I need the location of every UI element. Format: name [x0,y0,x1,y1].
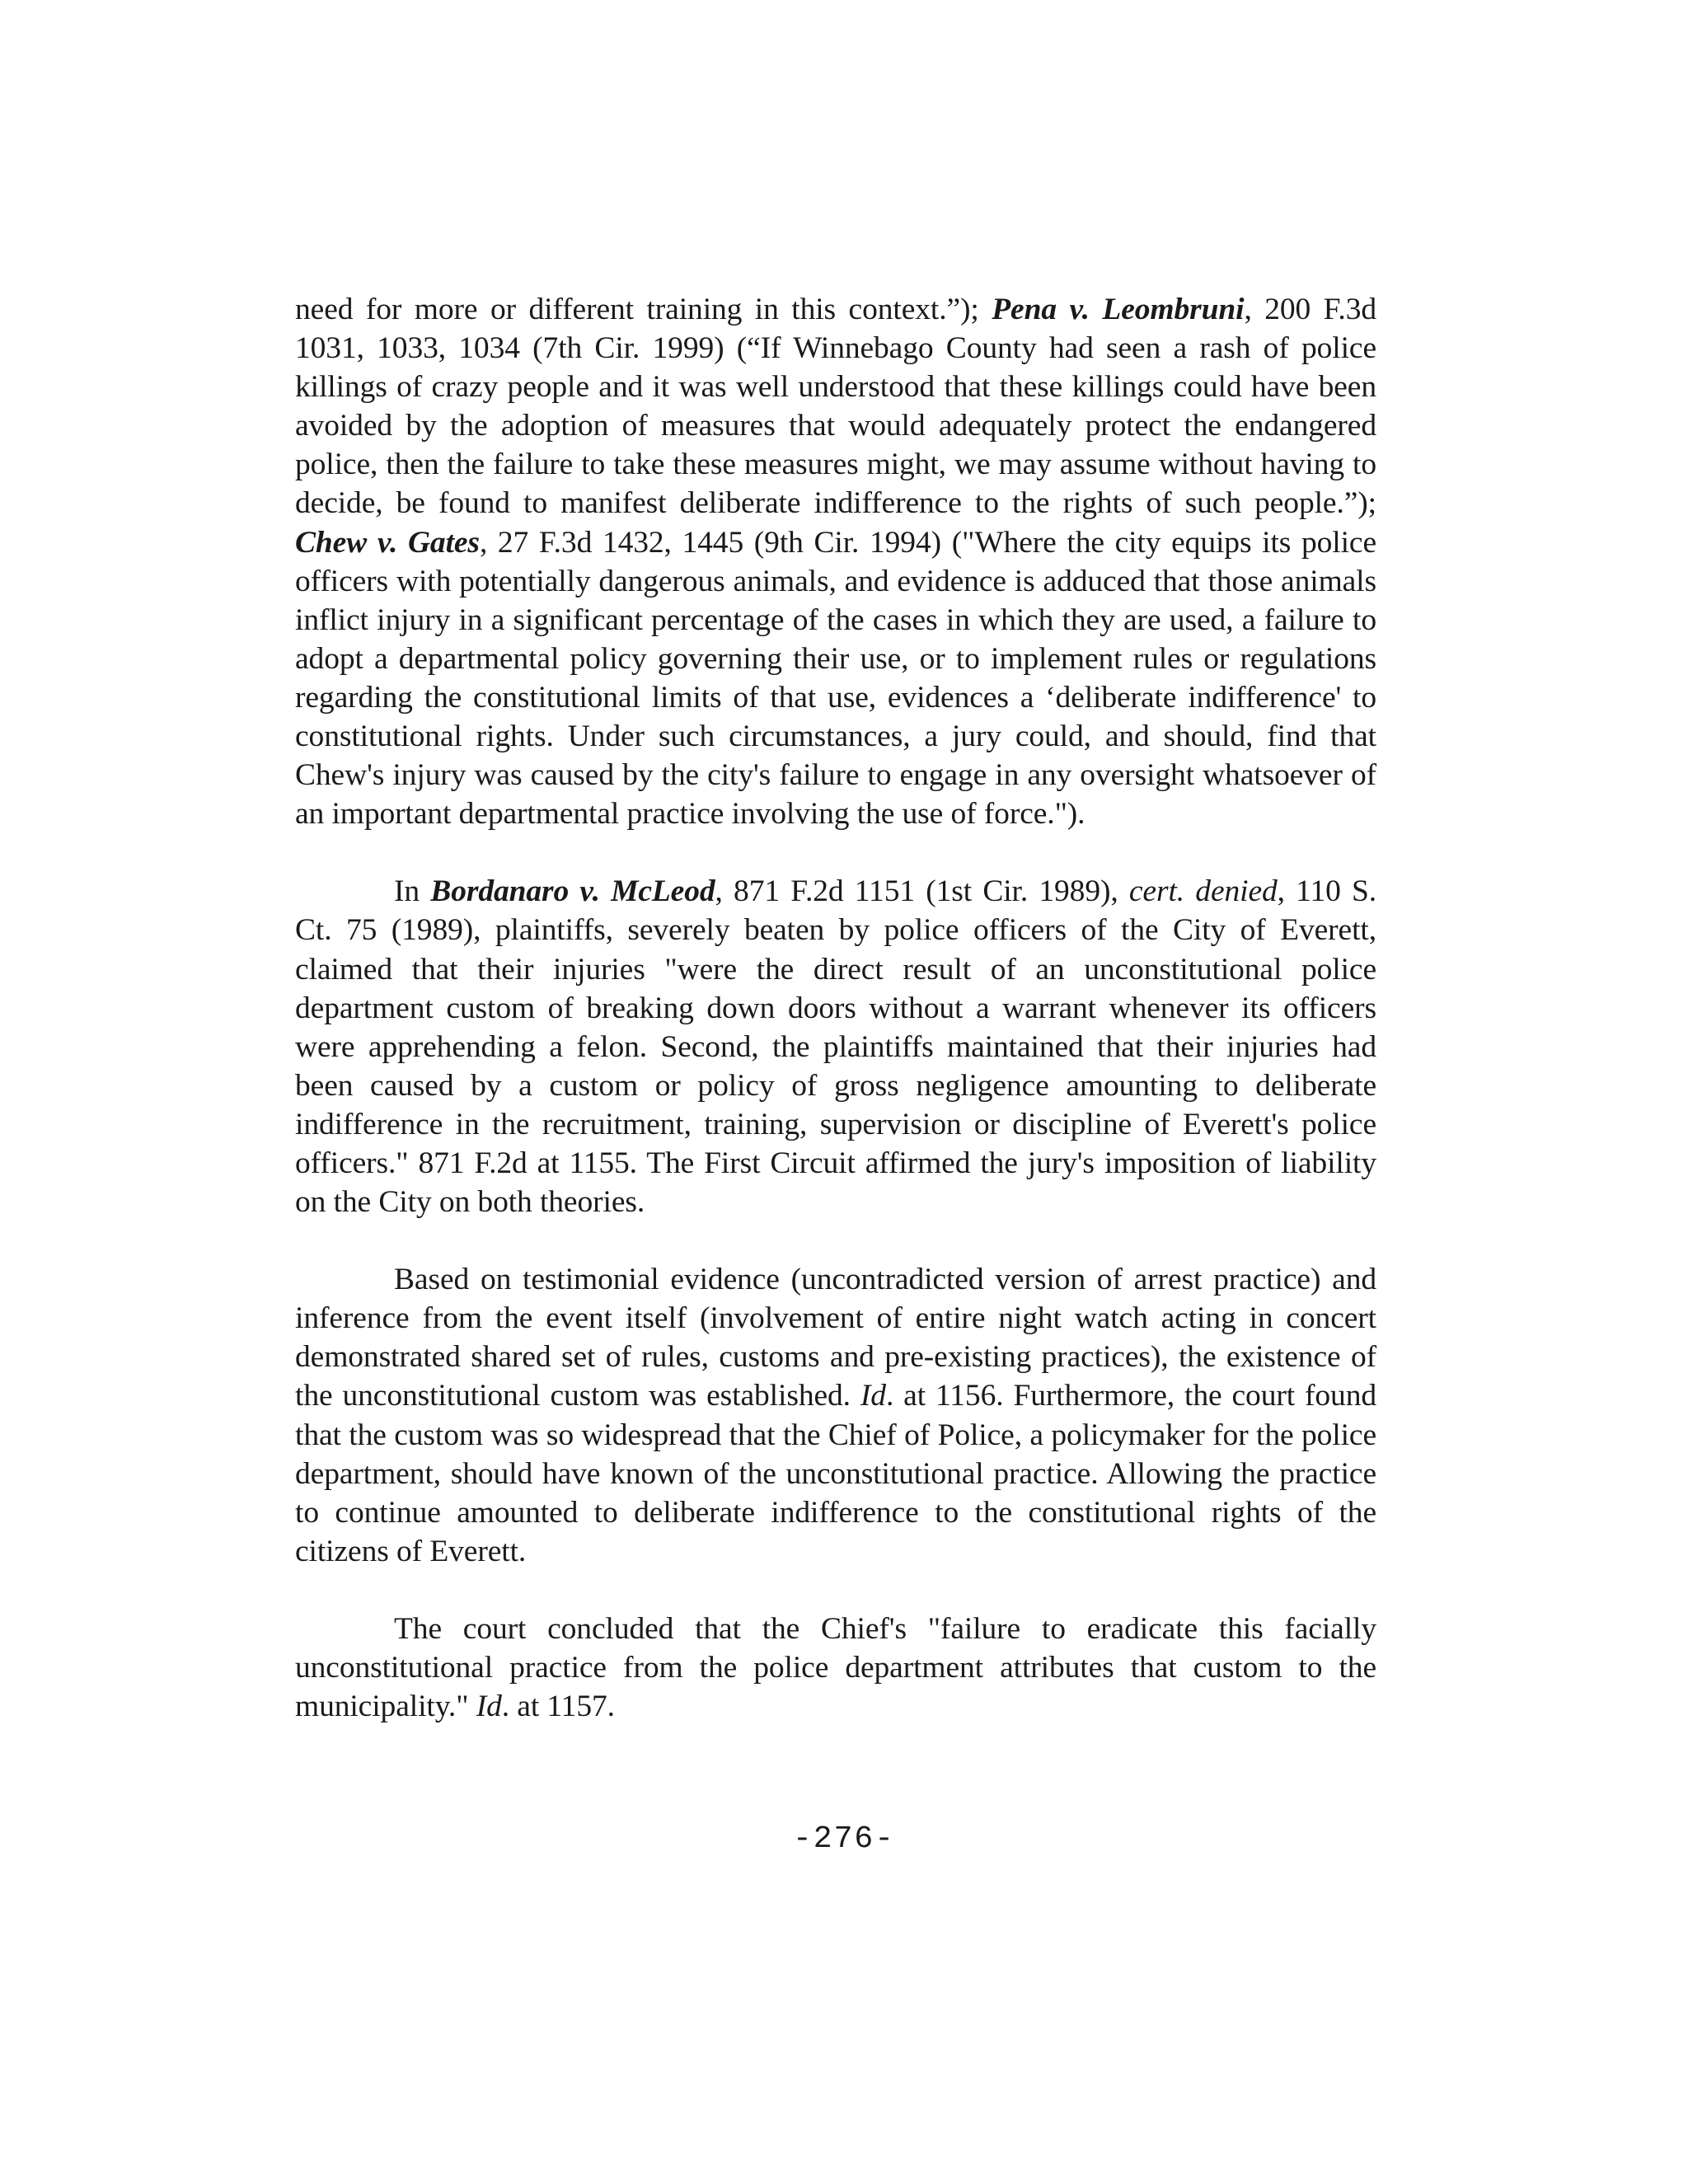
text-segment: need for more or different training in this context.”); [295,293,992,326]
text-segment: , 871 F.2d 1151 (1st Cir. 1989), [715,874,1129,909]
id-citation-italic: Id [476,1690,502,1724]
document-body [295,290,1376,1726]
cert-denied-italic: cert. denied [1128,874,1278,909]
text-segment: , 110 S. Ct. 75 (1989), plaintiffs, severely beaten by police officers of the City of Everett, claimed that their injuries "were the direct result of an unconstitutional police department custom of breaking down doors without a warrant whenever its officers were apprehending a felon. Second, the plaintiffs maintained that their injuries had been caused by a custom or policy of gross negligence amounting to deliberate indifference in the recruitment, training, supervision or discipline of Everett's police officers." 871 F.2d at 1155. The First Circuit affirmed the jury's imposition of liability on the City on both theories. [295,874,1377,1220]
page-number: -276- [792,1821,896,1857]
paragraph-bordanaro [295,872,1376,1221]
text-segment: In [394,874,431,909]
text-segment: . at 1156. Furthermore, the court found that the custom was so widespread that the Chief of Police, a policymaker for the police department, should have known of the unconstitutional practice. Allowing the practice to continue amounted to deliberate indifference to the constitutional rights of the citizens of Everett. [295,1379,1376,1568]
text-segment: , 27 F.3d 1432, 1445 (9th Cir. 1994) ("Where the city equips its police officers with potentially dangerous animals, and evidence is adduced that those animals inflict injury in a significant percentage of the cases in which they are used, a failure to adopt a departmental policy governing their use, or to implement rules or regulations regarding the constitutional limits of that use, evidences a ‘deliberate indifference' to constitutional rights. Under such circumstances, a jury could, and should, find that Chew's injury was caused by the city's failure to engage in any oversight whatsoever of an important departmental practice involving the use of force."). [295,525,1376,832]
case-name-pena-v-leombruni: Pena v. Leombruni [992,293,1245,326]
text-segment: The court concluded that the Chief's "failure to eradicate this facially unconstitutional practice from the police department attributes that custom to the municipality." [295,1611,1376,1724]
text-segment: , 200 F.3d 1031, 1033, 1034 (7th Cir. 1999) (“If Winnebago County had seen a rash of police killings of crazy people and it was well understood that these killings could have been avoided by the adoption of measures that would adequately protect the endangered police, then the failure to take these measures might, we may assume without having to decide, be found to manifest deliberate indifference to the rights of such people.”); [295,293,1377,521]
paragraph-court-concluded [295,1610,1376,1726]
paragraph-pena-chew [295,290,1376,833]
id-citation-italic: Id [860,1379,886,1413]
case-name-bordanaro-v-mcleod: Bordanaro v. McLeod [430,874,715,909]
text-segment: Based on testimonial evidence (uncontradicted version of arrest practice) and inference from the event itself (involvement of entire night watch acting in concert demonstrated shared set of rules, customs and pre-existing practices), the existence of the unconstitutional custom was established. [295,1263,1376,1413]
paragraph-testimonial-evidence [295,1260,1376,1571]
case-name-chew-v-gates: Chew v. Gates [295,525,480,560]
text-segment: . at 1157. [501,1690,615,1724]
